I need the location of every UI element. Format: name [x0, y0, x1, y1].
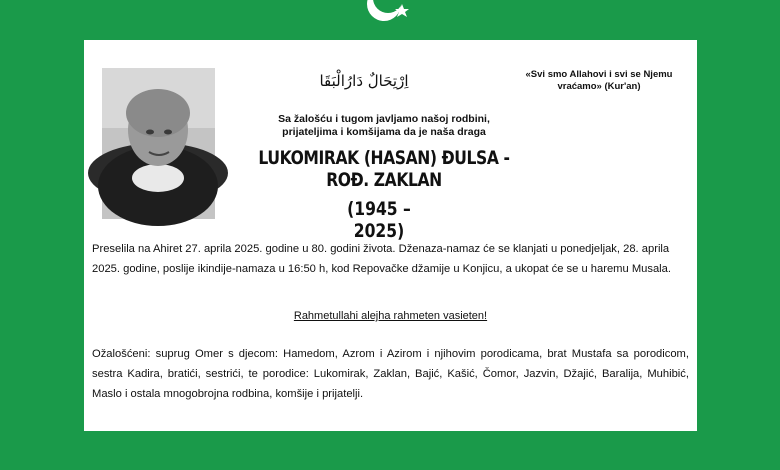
- arabic-header-text: اِرْتِحَالٌ دَارُالْبَقَا: [319, 72, 409, 90]
- portrait-photo: [102, 68, 215, 219]
- arabic-calligraphy-header: [319, 66, 409, 94]
- mourners-list: Ožalošćeni: suprug Omer s djecom: Hamedom, Azrom i Azirom i njihovim porodicama, brat Mustafa sa porodicom, sestra Kadira, bratići, sestrići, te porodice: Lukomirak, Zaklan, Bajić, Kašić, Čomor, Jazvin, Džajić, Baralija, Muhibić, Maslo i ostala mnogobrojna rodbina, komšije i prijatelji.: [92, 348, 689, 400]
- funeral-details: Preselila na Ahiret 27. aprila 2025. godine u 80. godini života. Dženaza-namaz će se klanjati u ponedjeljak, 28. aprila 2025. godine, poslije ikindije-namaza u 16:50 h, kod Repovačke džamije u Konjicu, a ukopat će se u haremu Musala.: [92, 243, 671, 275]
- life-years: (1945 – 2025): [347, 198, 411, 242]
- intro-line-1: Sa žalošću i tugom javljamo našoj rodbini,: [278, 113, 490, 125]
- prayer-line: Rahmetullahi alejha rahmeten vasieten!: [293, 310, 488, 322]
- obituary-card: [84, 40, 697, 431]
- quran-quote: «Svi smo Allahovi i svi se Njemu vraćamo» (Kur'an): [525, 69, 673, 92]
- intro-line-2: prijateljima i komšijama da je naša draga: [282, 126, 486, 138]
- crescent-star-icon: [340, 0, 440, 36]
- intro-text: [264, 113, 504, 139]
- deceased-name: LUKOMIRAK (HASAN) ĐULSA - ROĐ. ZAKLAN: [258, 147, 510, 191]
